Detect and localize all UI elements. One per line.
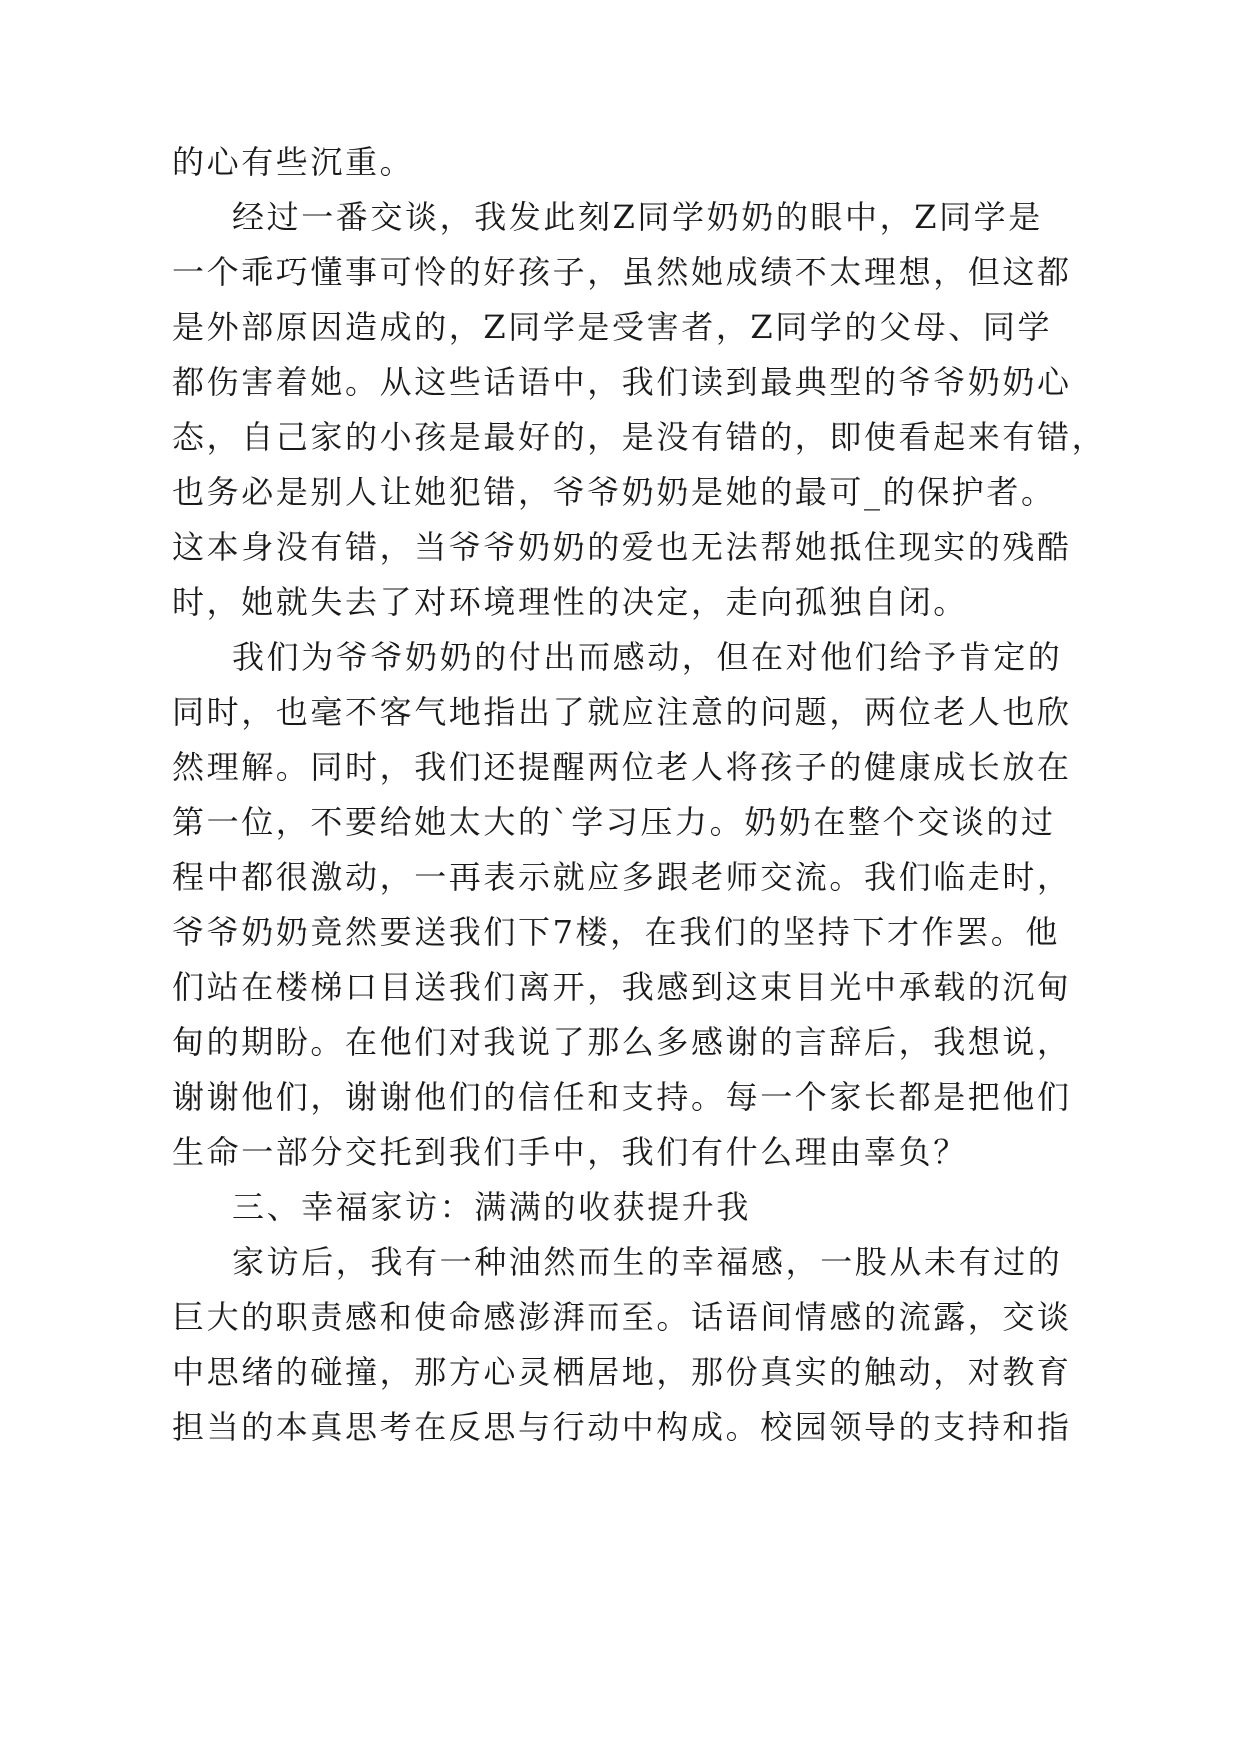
text-line: 态，自己家的小孩是最好的，是没有错的，即使看起来有错， [172,418,1107,456]
text-line: 也务必是别人让她犯错，爷爷奶奶是她的最可_的保护者。 [172,473,1056,511]
text-line: 巨大的职责感和使命感澎湃而至。话语间情感的流露，交谈 [172,1298,1072,1336]
text-line: 都伤害着她。从这些话语中，我们读到最典型的爷爷奶奶心 [172,363,1072,401]
text-line: 的心有些沉重。 [172,143,415,181]
text-line: 爷爷奶奶竟然要送我们下7楼，在我们的坚持下才作罢。他 [172,913,1060,951]
text-line: 甸的期盼。在他们对我说了那么多感谢的言辞后，我想说， [172,1023,1072,1061]
paragraph-first-line: 我们为爷爷奶奶的付出而感动，但在对他们给予肯定的 [232,638,1063,676]
paragraph-first-line: 家访后，我有一种油然而生的幸福感，一股从未有过的 [232,1243,1063,1281]
text-line: 是外部原因造成的，Z同学是受害者，Z同学的父母、同学 [172,308,1053,346]
paragraph-first-line: 经过一番交谈，我发此刻Z同学奶奶的眼中，Z同学是 [232,198,1043,236]
text-line: 谢谢他们，谢谢他们的信任和支持。每一个家长都是把他们 [172,1078,1072,1116]
text-line: 这本身没有错，当爷爷奶奶的爱也无法帮她抵住现实的残酷 [172,528,1072,566]
text-line: 程中都很激动，一再表示就应多跟老师交流。我们临走时， [172,858,1072,896]
text-line: 第一位，不要给她太大的`学习压力。奶奶在整个交谈的过 [172,803,1056,841]
text-line: 一个乖巧懂事可怜的好孩子，虽然她成绩不太理想，但这都 [172,253,1072,291]
text-line: 时，她就失去了对环境理性的决定，走向孤独自闭。 [172,583,968,621]
text-line: 担当的本真思考在反思与行动中构成。校园领导的支持和指 [172,1408,1072,1446]
text-line: 中思绪的碰撞，那方心灵栖居地，那份真实的触动，对教育 [172,1353,1072,1391]
text-line: 然理解。同时，我们还提醒两位老人将孩子的健康成长放在 [172,748,1072,786]
text-line: 生命一部分交托到我们手中，我们有什么理由辜负？ [172,1133,968,1171]
section-heading: 三、幸福家访：满满的收获提升我 [232,1188,752,1226]
text-line: 们站在楼梯口目送我们离开，我感到这束目光中承载的沉甸 [172,968,1072,1006]
text-line: 同时，也毫不客气地指出了就应注意的问题，两位老人也欣 [172,693,1072,731]
